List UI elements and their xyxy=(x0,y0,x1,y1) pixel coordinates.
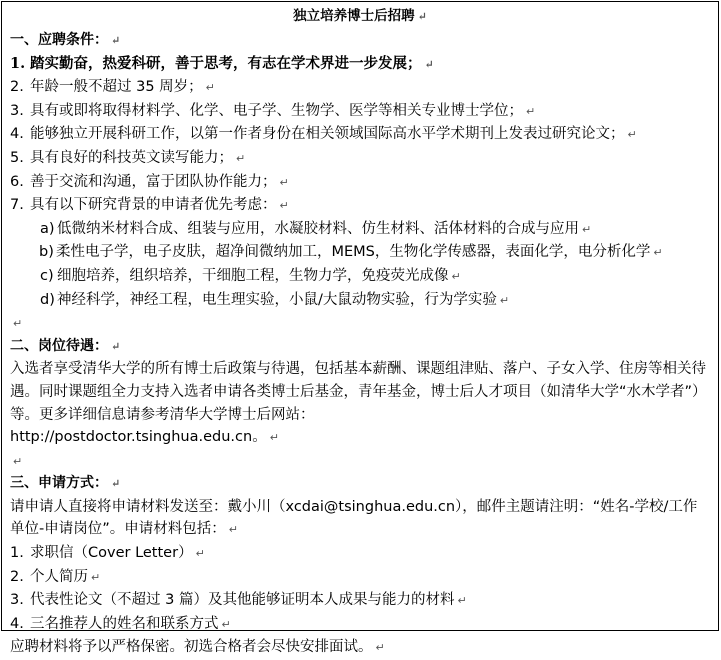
document-page xyxy=(1,1,719,656)
requirement-item: 7. 具有以下研究背景的申请者优先考虑： ↵ xyxy=(10,197,289,214)
application-paragraph: 请申请人直接将申请材料发送至：戴小川（xcdai@tsinghua.edu.cn），邮件主题请注明：“姓名-学校/工作单位-申请岗位”。申请材料包括： ↵ xyxy=(10,498,698,538)
material-item: 3. 代表性论文（不超过 3 篇）及其他能够证明本人成果与能力的材料 ↵ xyxy=(10,592,467,609)
research-background-item: b) 柔性电子学，电子皮肤，超净间微纳加工，MEMS，生物化学传感器，表面化学，电分析化学 ↵ xyxy=(39,244,663,261)
benefits-paragraph: 入选者享受清华大学的所有博士后政策与待遇，包括基本薪酬、课题组津贴、落户、子女入学、住房等相关待遇。同时课题组全力支持入选者申请各类博士后基金，青年基金，博士后人才项目（如清华大学“水木学者”）等。更多详细信息请参考清华大学博士后网站： xyxy=(10,361,707,423)
requirement-item: 3. 具有或即将取得材料学、化学、电子学、生物学、医学等相关专业博士学位； ↵ xyxy=(10,102,536,119)
requirement-item: 5. 具有良好的科技英文读写能力； ↵ xyxy=(10,149,246,166)
research-background-item: d) 神经科学，神经工程，电生理实验，小鼠/大鼠动物实验，行为学实验 ↵ xyxy=(40,291,510,308)
section-heading-requirements: 一、应聘条件： ↵ xyxy=(10,32,121,48)
requirement-item: 1. 踏实勤奋，热爱科研，善于思考，有志在学术界进一步发展； ↵ xyxy=(10,54,434,72)
requirement-item: 4. 能够独立开展科研工作，以第一作者身份在相关领域国际高水平学术期刊上发表过研究论文； ↵ xyxy=(10,126,637,143)
material-item: 2. 个人简历 ↵ xyxy=(10,568,101,585)
material-item: 1. 求职信（Cover Letter） ↵ xyxy=(10,545,205,562)
blank-line: ↵ xyxy=(13,317,23,331)
requirement-item: 6. 善于交流和沟通，富于团队协作能力； ↵ xyxy=(10,173,289,190)
blank-line: ↵ xyxy=(13,454,23,468)
research-background-item: c) 细胞培养，组织培养，干细胞工程，生物力学，免疫荧光成像 ↵ xyxy=(40,267,461,284)
section-heading-benefits: 二、岗位待遇： ↵ xyxy=(10,337,121,354)
material-item: 4. 三名推荐人的姓名和联系方式 ↵ xyxy=(10,615,231,632)
research-background-item: a) 低微纳米材料合成、组装与应用，水凝胶材料、仿生材料、活体材料的合成与应用 ↵ xyxy=(40,220,592,237)
page-title: 独立培养博士后招聘 ↵ xyxy=(293,8,427,24)
closing-note: 应聘材料将予以严格保密。初选合格者会尽快安排面试。 ↵ xyxy=(10,639,385,656)
section-heading-application: 三、申请方式： ↵ xyxy=(10,475,121,492)
requirement-item: 2. 年龄一般不超过 35 周岁； ↵ xyxy=(10,79,215,96)
postdoc-website-link[interactable]: http://postdoctor.tsinghua.edu.cn。 ↵ xyxy=(10,429,279,446)
